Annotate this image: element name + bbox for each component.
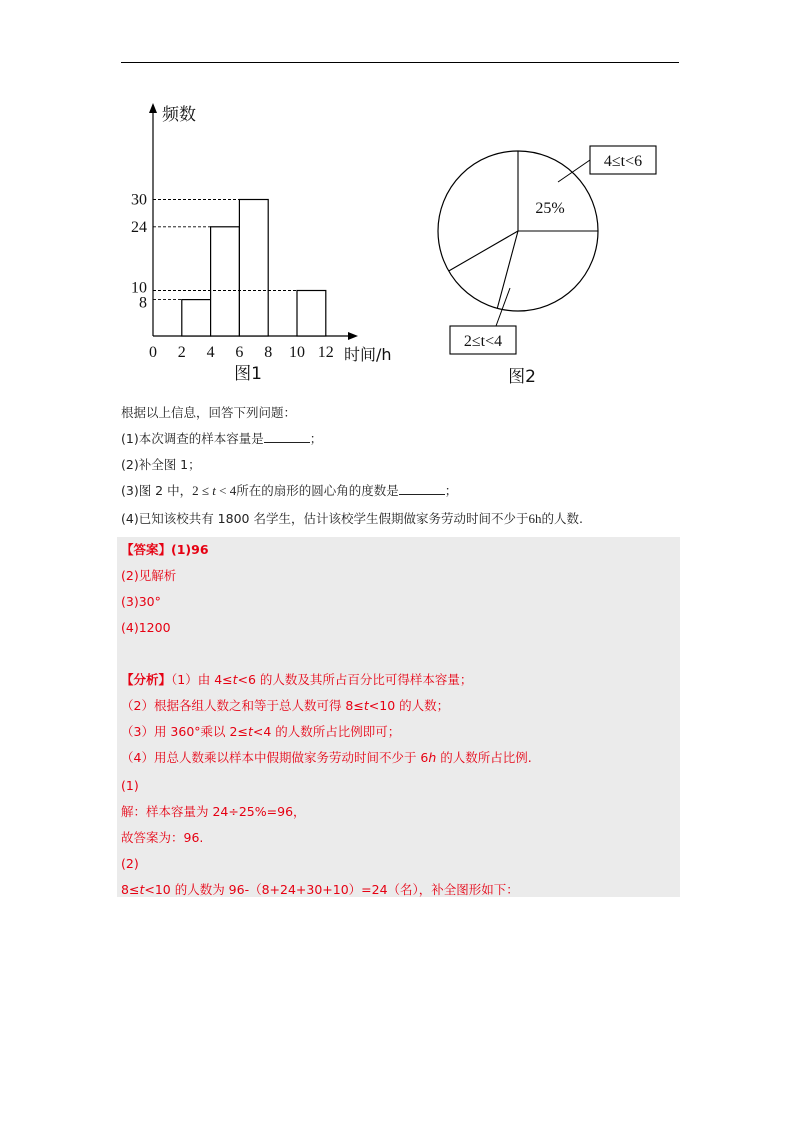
math-expression: 6h: [528, 511, 542, 526]
x-tick-label: 2: [177, 344, 186, 361]
x-tick-label: 4: [206, 344, 215, 361]
x-tick-label: 8: [264, 344, 273, 361]
solution-part-2: (2): [121, 856, 139, 871]
x-tick-label: 10: [289, 344, 305, 361]
answer-2: (2)见解析: [121, 568, 177, 583]
pie-percent-label: 25%: [535, 200, 565, 217]
intro-text: 根据以上信息，回答下列问题：: [121, 405, 297, 420]
y-tick-label: 10: [131, 279, 147, 297]
histogram-figure: [110, 95, 410, 399]
y-tick-label: 30: [131, 191, 147, 209]
y-tick-label: 8: [139, 294, 147, 312]
figure-caption: 图1: [234, 364, 262, 384]
solution-line-3: 8≤t<10 的人数为 96-（8+24+30+10）=24（名），补全图形如下：: [121, 882, 519, 897]
question-4: (4)已知该校共有 1800 名学生，估计该校学生假期做家务劳动时间不少于6h的人数.: [121, 511, 583, 526]
analysis-line-3: （3）用 360°乘以 2≤t<4 的人数所占比例即可；: [121, 724, 401, 739]
math-expression: 2 ≤ t < 4: [192, 483, 237, 498]
x-tick-label: 12: [317, 344, 334, 361]
answer-1: 【答案】(1)96: [121, 542, 209, 557]
question-1: (1)本次调查的样本容量是 ；: [121, 431, 323, 446]
analysis-line-1: 【分析】（1）由 4≤t<6 的人数及其所占百分比可得样本容量；: [121, 672, 473, 687]
callout-label-4-6: 4≤t<6: [603, 153, 643, 170]
y-axis-label: 频数: [162, 105, 196, 125]
pie-figure: [430, 140, 670, 394]
solution-line-1: 解：样本容量为 24÷25%=96，: [121, 804, 306, 819]
x-axis-arrow: [348, 332, 358, 340]
answer-blank: [399, 483, 445, 495]
figure-caption: 图2: [508, 367, 536, 387]
histogram-bar: [182, 300, 211, 336]
x-axis-label: 时间/h: [344, 345, 392, 364]
y-axis-arrow: [149, 103, 157, 113]
histogram-bar: [211, 227, 240, 336]
solution-part-1: (1): [121, 778, 139, 793]
answer-4: (4)1200: [121, 620, 171, 635]
analysis-line-4: （4）用总人数乘以样本中假期做家务劳动时间不少于 6h 的人数所占比例.: [121, 750, 532, 765]
top-rule: [121, 62, 679, 63]
question-3: (3)图 2 中，2 ≤ t < 4所在的扇形的圆心角的度数是 ；: [121, 483, 458, 498]
histogram-bar: [239, 200, 268, 337]
answer-3: (3)30°: [121, 594, 161, 609]
x-tick-label: 6: [235, 344, 244, 361]
pie-chart: [430, 140, 670, 390]
solution-line-2: 故答案为：96.: [121, 830, 204, 845]
x-tick-label: 0: [149, 344, 157, 361]
analysis-line-2: （2）根据各组人数之和等于总人数可得 8≤t<10 的人数；: [121, 698, 450, 713]
answer-blank: [264, 431, 310, 443]
question-2: (2)补全图 1；: [121, 457, 201, 472]
callout-label-2-4: 2≤t<4: [463, 333, 503, 350]
histogram-bar: [297, 291, 326, 337]
histogram-chart: [110, 95, 410, 395]
y-tick-label: 24: [131, 218, 147, 236]
